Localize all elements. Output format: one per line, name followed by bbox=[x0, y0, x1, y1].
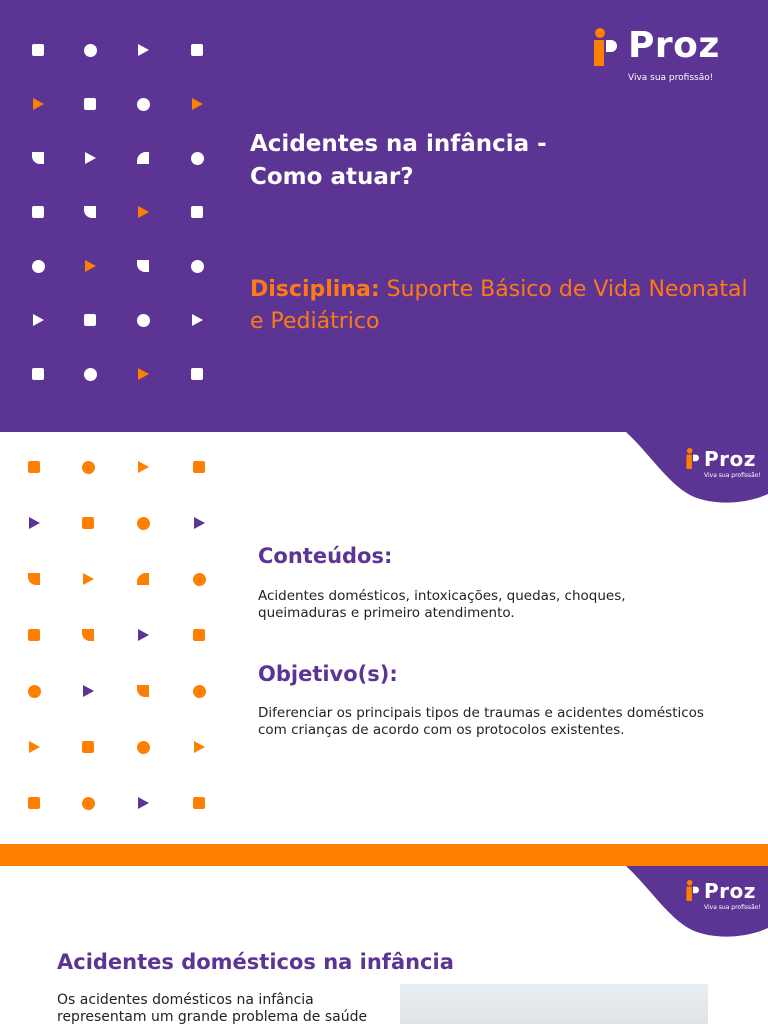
circle-icon bbox=[82, 797, 95, 810]
logo-name: Proz bbox=[704, 447, 756, 471]
triangle-icon bbox=[138, 44, 149, 56]
circle-icon bbox=[84, 368, 97, 381]
leaf-icon bbox=[82, 629, 94, 641]
square-icon bbox=[28, 629, 40, 641]
logo-name: Proz bbox=[628, 25, 720, 66]
kitchen-photo bbox=[400, 984, 708, 1024]
proz-mark-icon bbox=[686, 880, 700, 902]
circle-icon bbox=[193, 573, 206, 586]
square-icon bbox=[28, 797, 40, 809]
circle-icon bbox=[28, 685, 41, 698]
triangle-icon bbox=[83, 573, 94, 585]
triangle-icon bbox=[192, 314, 203, 326]
content-slide bbox=[0, 432, 768, 844]
square-icon bbox=[32, 206, 44, 218]
discipline-label: Disciplina: bbox=[250, 277, 380, 302]
circle-icon bbox=[137, 314, 150, 327]
square-icon bbox=[191, 44, 203, 56]
square-icon bbox=[82, 517, 94, 529]
triangle-icon bbox=[83, 685, 94, 697]
leaf-icon bbox=[137, 260, 149, 272]
circle-icon bbox=[84, 44, 97, 57]
square-icon bbox=[32, 44, 44, 56]
triangle-icon bbox=[85, 260, 96, 272]
triangle-icon bbox=[29, 741, 40, 753]
circle-icon bbox=[191, 260, 204, 273]
contents-heading: Conteúdos: bbox=[258, 544, 393, 568]
circle-icon bbox=[193, 685, 206, 698]
discipline-value: Suporte Básico de Vida Neonatal e Pediátrico bbox=[250, 277, 748, 334]
circle-icon bbox=[32, 260, 45, 273]
objectives-heading: Objetivo(s): bbox=[258, 662, 398, 686]
leaf-icon bbox=[28, 573, 40, 585]
logo-tagline: Viva sua profissão! bbox=[628, 73, 714, 83]
square-icon bbox=[193, 797, 205, 809]
triangle-icon bbox=[85, 152, 96, 164]
logo-name: Proz bbox=[704, 879, 756, 903]
title-line-1: Acidentes na infância - bbox=[250, 131, 547, 157]
triangle-icon bbox=[33, 314, 44, 326]
discipline bbox=[250, 274, 750, 338]
title-slide bbox=[0, 0, 768, 432]
proz-mark-icon bbox=[686, 448, 700, 470]
proz-logo bbox=[686, 880, 766, 914]
triangle-icon bbox=[29, 517, 40, 529]
circle-icon bbox=[82, 461, 95, 474]
proz-logo bbox=[594, 26, 734, 88]
square-icon bbox=[191, 368, 203, 380]
quarter-circle-icon bbox=[137, 573, 149, 585]
triangle-icon bbox=[138, 629, 149, 641]
leaf-icon bbox=[137, 685, 149, 697]
square-icon bbox=[82, 741, 94, 753]
section-heading: Acidentes domésticos na infância bbox=[57, 950, 454, 974]
leaf-icon bbox=[32, 152, 44, 164]
triangle-icon bbox=[138, 206, 149, 218]
square-icon bbox=[191, 206, 203, 218]
proz-logo bbox=[686, 448, 766, 482]
square-icon bbox=[193, 461, 205, 473]
leaf-icon bbox=[84, 206, 96, 218]
circle-icon bbox=[137, 517, 150, 530]
square-icon bbox=[193, 629, 205, 641]
triangle-icon bbox=[194, 517, 205, 529]
title-line-2: Como atuar? bbox=[250, 164, 414, 190]
section-text: Os acidentes domésticos na infância representam um grande problema de saúde bbox=[57, 992, 368, 1024]
square-icon bbox=[28, 461, 40, 473]
triangle-icon bbox=[138, 797, 149, 809]
square-icon bbox=[32, 368, 44, 380]
logo-tagline: Viva sua profissão! bbox=[704, 472, 761, 479]
contents-text: Acidentes domésticos, intoxicações, quedas, choques, queimaduras e primeiro atendimento. bbox=[258, 588, 626, 621]
triangle-icon bbox=[138, 461, 149, 473]
triangle-icon bbox=[138, 368, 149, 380]
square-icon bbox=[84, 98, 96, 110]
triangle-icon bbox=[194, 741, 205, 753]
slide-title bbox=[250, 128, 547, 194]
logo-tagline: Viva sua profissão! bbox=[704, 904, 761, 911]
circle-icon bbox=[191, 152, 204, 165]
circle-icon bbox=[137, 98, 150, 111]
proz-mark-icon bbox=[594, 28, 618, 68]
accidents-slide bbox=[0, 866, 768, 1024]
triangle-icon bbox=[33, 98, 44, 110]
orange-divider-band bbox=[0, 844, 768, 866]
square-icon bbox=[84, 314, 96, 326]
circle-icon bbox=[137, 741, 150, 754]
triangle-icon bbox=[192, 98, 203, 110]
objectives-text: Diferenciar os principais tipos de traumas e acidentes domésticos com crianças de acordo com os protocolos existentes. bbox=[258, 705, 704, 738]
quarter-circle-icon bbox=[137, 152, 149, 164]
